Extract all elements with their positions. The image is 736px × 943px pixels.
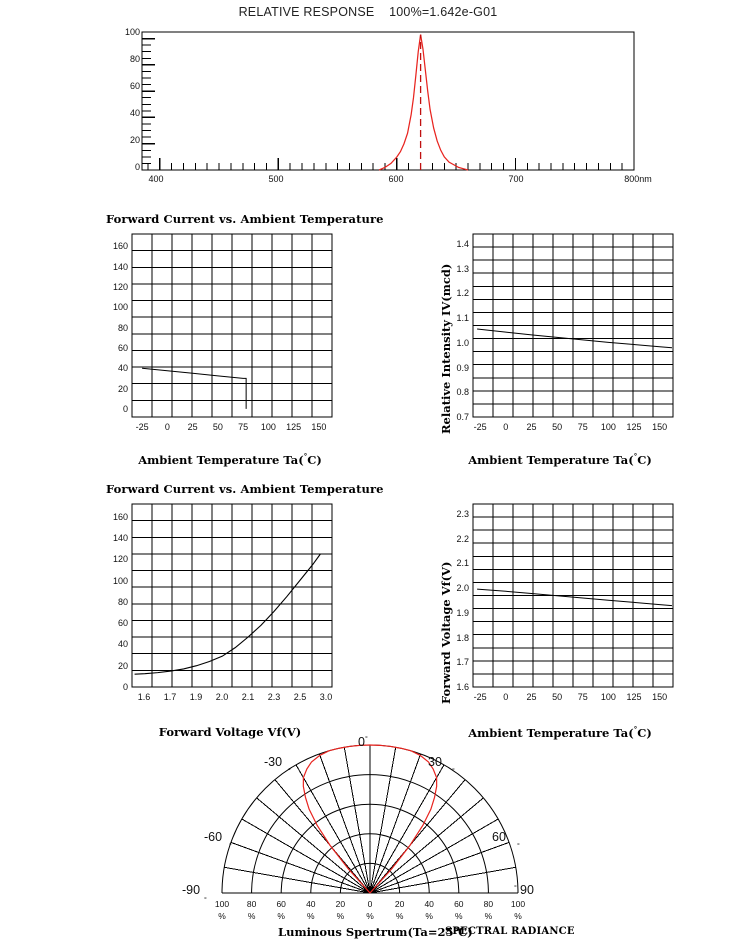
chart2-x-tick-5: 100	[600, 422, 616, 432]
polar-percent-4: %	[336, 911, 345, 921]
chart-forward-voltage-vs-ambient-temperature	[425, 482, 695, 744]
chart3-y-tick-4: 80	[117, 596, 128, 607]
polar-degree-neg30: °	[288, 768, 291, 775]
chart2-y-axis-label: Relative Intensity IV(mcd)	[439, 263, 453, 434]
polar-degree-neg60: °	[229, 843, 232, 850]
chart2-y-tick-3: 1.0	[456, 337, 469, 348]
chart1-y-tick-7: 140	[112, 261, 128, 272]
chart2-y-tick-2: 0.9	[456, 362, 469, 373]
chart1-x-tick-2: 25	[187, 422, 198, 432]
chart3-y-tick-7: 140	[112, 533, 128, 544]
spectral-y-tick-100: 100	[124, 27, 140, 37]
polar-radial-label-5: 0	[367, 899, 373, 909]
chart-forward-current-vs-forward-voltage	[100, 482, 384, 744]
chart4-y-tick-4: 2.0	[456, 583, 469, 594]
chart2-y-tick-0: 0.7	[456, 412, 469, 422]
chart3-x-tick-4: 2.1	[241, 692, 255, 702]
spectral-y-tick-20: 20	[129, 135, 140, 145]
chart1-y-tick-3: 60	[117, 342, 128, 353]
polar-percent-6: %	[395, 911, 404, 921]
polar-radial-label-2: 60	[276, 899, 286, 909]
spectral-x-tick-400: 400	[148, 174, 164, 184]
chart4-y-axis-label: Forward Voltage Vf(V)	[439, 561, 453, 704]
chart3-x-tick-2: 1.9	[189, 692, 203, 702]
chart-relative-intensity-vs-ambient-temperature	[425, 212, 695, 474]
chart2-y-tick-4: 1.1	[456, 313, 469, 324]
chart1-y-tick-0: 0	[122, 403, 128, 414]
chart4-y-tick-7: 2.3	[456, 508, 469, 519]
spectral-y-tick-40: 40	[129, 108, 140, 118]
chart4-x-tick-3: 50	[552, 692, 563, 702]
chart4-x-tick-2: 25	[526, 692, 537, 702]
chart3-x-tick-0: 1.6	[137, 692, 151, 702]
spectral-response-title: RELATIVE RESPONSE 100%=1.642e-G01	[238, 5, 498, 19]
chart4-y-tick-0: 1.6	[456, 682, 469, 692]
polar-radial-label-1: 80	[246, 899, 257, 909]
polar-percent-3: %	[307, 911, 315, 921]
chart1-y-tick-4: 80	[117, 322, 128, 333]
polar-angle-label-0: 0°	[358, 735, 368, 749]
chart4-y-tick-5: 2.1	[456, 558, 469, 569]
polar-angle-label-30: 30	[428, 755, 442, 769]
spectral-response-chart	[0, 0, 736, 205]
chart3-x-tick-3: 2.0	[215, 692, 229, 702]
chart4-x-tick-0: -25	[473, 692, 487, 702]
polar-angle-label-neg90: -90	[182, 883, 201, 897]
chart4-y-tick-1: 1.7	[456, 657, 469, 668]
chart1-x-tick-3: 50	[212, 422, 223, 432]
chart2-x-axis-label: Ambient Temperature Ta(°C)	[468, 452, 652, 467]
spectral-y-tick-0: 0	[134, 162, 140, 172]
chart1-plot	[100, 212, 360, 474]
chart2-x-tick-4: 75	[577, 422, 588, 432]
chart1-x-tick-7: 150	[311, 422, 327, 432]
polar-angle-label-90: 90	[520, 883, 534, 897]
radiation-pattern-chart	[180, 735, 575, 943]
chart2-y-tick-6: 1.3	[456, 263, 469, 274]
chart4-x-tick-7: 150	[652, 692, 668, 702]
polar-percent-2: %	[277, 911, 285, 921]
polar-radial-label-8: 60	[454, 899, 464, 909]
chart3-x-tick-7: 3.0	[319, 692, 333, 702]
polar-degree-neg90: °	[204, 897, 207, 904]
chart3-title: Forward Current vs. Ambient Temperature	[106, 482, 384, 496]
chart1-x-tick-4: 75	[238, 422, 249, 432]
chart4-x-tick-1: 0	[503, 692, 509, 702]
chart2-y-tick-7: 1.4	[456, 238, 469, 249]
spectral-x-unit-label: 800nm	[624, 174, 652, 184]
chart1-x-tick-0: -25	[135, 422, 149, 432]
spectral-y-tick-80: 80	[129, 54, 140, 64]
chart-forward-current-vs-ambient-temperature	[100, 212, 384, 474]
chart2-x-tick-6: 125	[626, 422, 642, 432]
chart3-y-tick-5: 100	[112, 575, 128, 586]
chart2-x-tick-0: -25	[473, 422, 487, 432]
polar-caption-right: SPECTRAL RADIANCE	[445, 926, 575, 937]
chart2-y-tick-5: 1.2	[456, 288, 469, 299]
chart4-x-tick-6: 125	[626, 692, 642, 702]
spectral-y-tick-60: 60	[129, 81, 140, 91]
chart1-y-tick-2: 40	[117, 363, 128, 374]
chart3-x-tick-5: 2.3	[267, 692, 281, 702]
chart1-x-axis-label: Ambient Temperature Ta(°C)	[138, 452, 322, 467]
polar-angle-label-60: 60	[492, 830, 506, 844]
polar-radial-label-10: 100	[510, 899, 526, 909]
chart1-x-tick-1: 0	[164, 422, 170, 432]
polar-percent-8: %	[455, 911, 463, 921]
chart3-y-tick-2: 40	[117, 639, 128, 650]
chart1-y-tick-5: 100	[112, 302, 128, 313]
polar-percent-0: %	[218, 911, 226, 921]
chart2-y-tick-1: 0.8	[456, 387, 469, 398]
chart4-x-tick-4: 75	[577, 692, 588, 702]
chart3-x-axis-label: Forward Voltage Vf(V)	[158, 725, 302, 739]
chart1-y-tick-6: 120	[112, 281, 128, 292]
chart4-y-tick-6: 2.2	[456, 533, 469, 544]
chart3-y-tick-6: 120	[112, 554, 128, 565]
chart2-x-tick-2: 25	[526, 422, 537, 432]
chart3-plot	[100, 482, 360, 744]
chart1-x-tick-5: 100	[260, 422, 276, 432]
chart2-x-tick-1: 0	[503, 422, 509, 432]
chart1-x-tick-6: 125	[286, 422, 302, 432]
chart3-y-tick-1: 20	[117, 660, 128, 671]
polar-percent-9: %	[484, 911, 493, 921]
chart2-x-tick-7: 150	[652, 422, 668, 432]
chart3-y-tick-0: 0	[122, 682, 128, 692]
polar-degree-90: °	[514, 885, 517, 892]
chart4-x-tick-5: 100	[600, 692, 616, 702]
polar-angle-label-neg60: -60	[204, 830, 223, 844]
chart1-y-tick-1: 20	[117, 383, 128, 394]
chart4-y-tick-2: 1.8	[456, 632, 469, 643]
polar-radial-label-4: 20	[335, 899, 346, 909]
chart1-y-tick-8: 160	[112, 241, 128, 252]
chart3-x-tick-1: 1.7	[163, 692, 177, 702]
chart3-y-tick-8: 160	[112, 511, 128, 522]
polar-radial-label-0: 100	[214, 899, 230, 909]
chart3-y-tick-3: 60	[117, 618, 128, 629]
spectral-x-tick-500: 500	[268, 174, 284, 184]
polar-radial-label-3: 40	[306, 899, 316, 909]
polar-percent-7: %	[425, 911, 433, 921]
chart3-x-tick-6: 2.5	[293, 692, 307, 702]
polar-percent-10: %	[514, 911, 522, 921]
polar-degree-60: °	[517, 843, 520, 850]
chart2-x-tick-3: 50	[552, 422, 563, 432]
chart4-x-axis-label: Ambient Temperature Ta(°C)	[468, 725, 652, 740]
chart1-title: Forward Current vs. Ambient Temperature	[106, 212, 384, 226]
spectral-x-tick-600: 600	[388, 174, 404, 184]
polar-percent-5: %	[366, 911, 374, 921]
polar-degree-30: °	[452, 768, 455, 775]
polar-radial-label-6: 20	[394, 899, 405, 909]
chart4-y-tick-3: 1.9	[456, 607, 469, 618]
polar-radial-label-7: 40	[424, 899, 434, 909]
polar-angle-label-neg30: -30	[264, 755, 283, 769]
polar-percent-1: %	[247, 911, 256, 921]
spectral-x-tick-700: 700	[508, 174, 524, 184]
polar-radial-label-9: 80	[483, 899, 494, 909]
polar-caption-left: Luminous Spertrum(Ta=25℃)	[278, 925, 473, 939]
